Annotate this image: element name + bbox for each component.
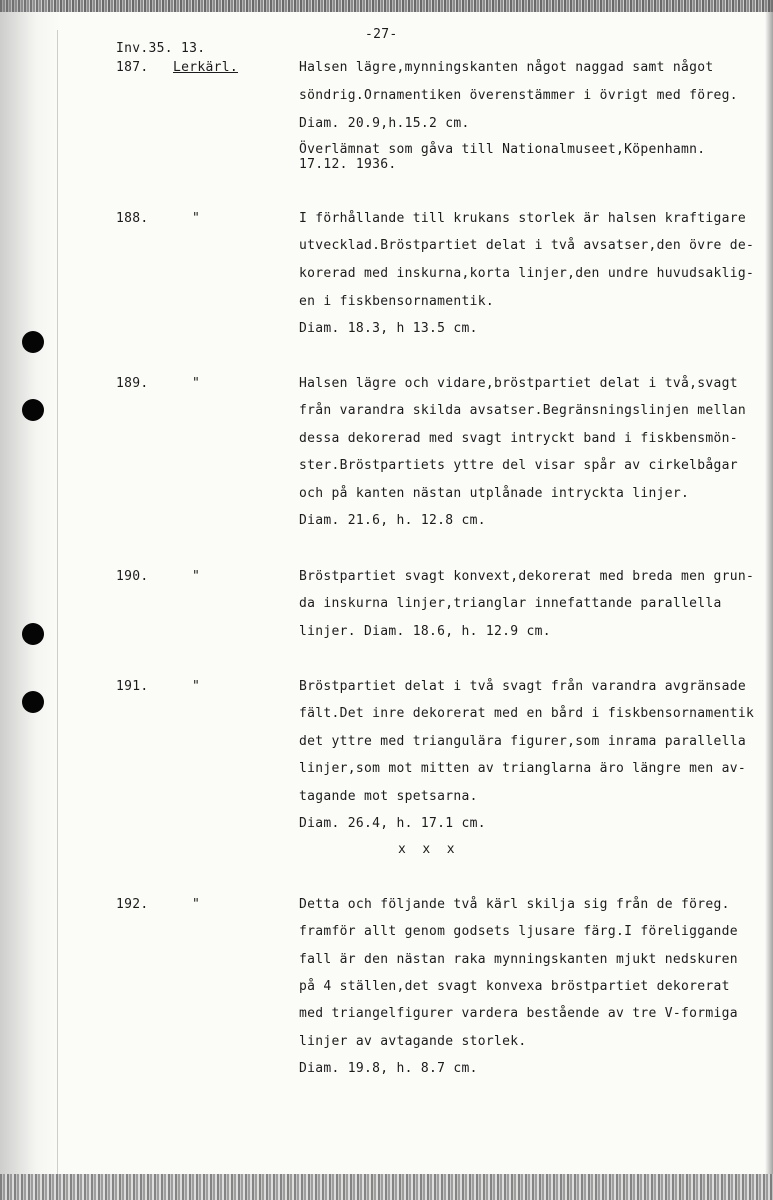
- entry-line: utvecklad.Bröstpartiet delat i två avsatser,den övre de-: [299, 238, 755, 253]
- entry-line: på 4 ställen,det svagt konvexa bröstpartiet dekorerat: [299, 979, 730, 994]
- entry-line: Diam. 21.6, h. 12.8 cm.: [299, 513, 486, 528]
- entry-line: framför allt genom godsets ljusare färg.I föreliggande: [299, 924, 738, 939]
- entry-line: tagande mot spetsarna.: [299, 789, 478, 804]
- entry-line: Diam. 19.8, h. 8.7 cm.: [299, 1061, 478, 1076]
- entry-line: det yttre med triangulära figurer,som inrama parallella: [299, 734, 746, 749]
- ditto-mark: ": [192, 679, 201, 694]
- entry-line: Halsen lägre,mynningskanten något naggad samt något: [299, 60, 714, 75]
- ditto-mark: ": [192, 211, 201, 226]
- scan-edge-right: [765, 0, 773, 1200]
- scan-edge-top: [0, 0, 773, 12]
- entry-number: 187.: [116, 60, 149, 75]
- punch-hole: [22, 691, 44, 713]
- entry-line: Diam. 18.3, h 13.5 cm.: [299, 321, 478, 336]
- ditto-mark: ": [192, 897, 201, 912]
- entry-line: linjer,som mot mitten av trianglarna äro längre men av-: [299, 761, 746, 776]
- scan-edge-bottom: [0, 1174, 773, 1200]
- inventory-number: Inv.35. 13.: [116, 41, 206, 56]
- ditto-mark: ": [192, 569, 201, 584]
- punch-hole: [22, 399, 44, 421]
- entry-line: och på kanten nästan utplånade intryckta linjer.: [299, 486, 690, 501]
- entry-line: fall är den nästan raka mynningskanten mjukt nedskuren: [299, 952, 738, 967]
- scan-edge-left: [0, 0, 60, 1200]
- entry-line: dessa dekorerad med svagt intryckt band i fiskbensmön-: [299, 431, 738, 446]
- page-number: -27-: [365, 27, 398, 42]
- entry-line: ster.Bröstpartiets yttre del visar spår av cirkelbågar: [299, 458, 738, 473]
- entry-line: en i fiskbensornamentik.: [299, 294, 495, 309]
- entry-line: 17.12. 1936.: [299, 157, 397, 172]
- entry-line: från varandra skilda avsatser.Begränsningslinjen mellan: [299, 403, 746, 418]
- entry-number: 188.: [116, 211, 149, 226]
- entry-number: 192.: [116, 897, 149, 912]
- entry-line: Detta och följande två kärl skilja sig från de föreg.: [299, 897, 730, 912]
- entry-line: Diam. 26.4, h. 17.1 cm.: [299, 816, 486, 831]
- scan-margin-line: [57, 30, 58, 1180]
- entry-line: Överlämnat som gåva till Nationalmuseet,Köpenhamn.: [299, 142, 706, 157]
- entry-number: 189.: [116, 376, 149, 391]
- entry-line: linjer. Diam. 18.6, h. 12.9 cm.: [299, 624, 551, 639]
- entry-line: Diam. 20.9,h.15.2 cm.: [299, 116, 470, 131]
- punch-hole: [22, 331, 44, 353]
- entry-number: 191.: [116, 679, 149, 694]
- entry-line: Halsen lägre och vidare,bröstpartiet delat i två,svagt: [299, 376, 738, 391]
- entry-number: 190.: [116, 569, 149, 584]
- section-separator: x x x: [398, 842, 455, 857]
- ditto-mark: ": [192, 376, 201, 391]
- entry-line: da inskurna linjer,trianglar innefattande parallella: [299, 596, 722, 611]
- entry-line: Bröstpartiet delat i två svagt från varandra avgränsade: [299, 679, 746, 694]
- entry-line: fält.Det inre dekorerat med en bård i fiskbensornamentik: [299, 706, 755, 721]
- entry-line: linjer av avtagande storlek.: [299, 1034, 527, 1049]
- entry-line: korerad med inskurna,korta linjer,den undre huvudsaklig-: [299, 266, 755, 281]
- entry-line: söndrig.Ornamentiken överenstämmer i övrigt med föreg.: [299, 88, 738, 103]
- entry-item: Lerkärl.: [173, 60, 239, 75]
- entry-line: I förhållande till krukans storlek är halsen kraftigare: [299, 211, 746, 226]
- punch-hole: [22, 623, 44, 645]
- entry-line: Bröstpartiet svagt konvext,dekorerat med breda men grun-: [299, 569, 755, 584]
- entry-line: med triangelfigurer vardera bestående av tre V-formiga: [299, 1006, 738, 1021]
